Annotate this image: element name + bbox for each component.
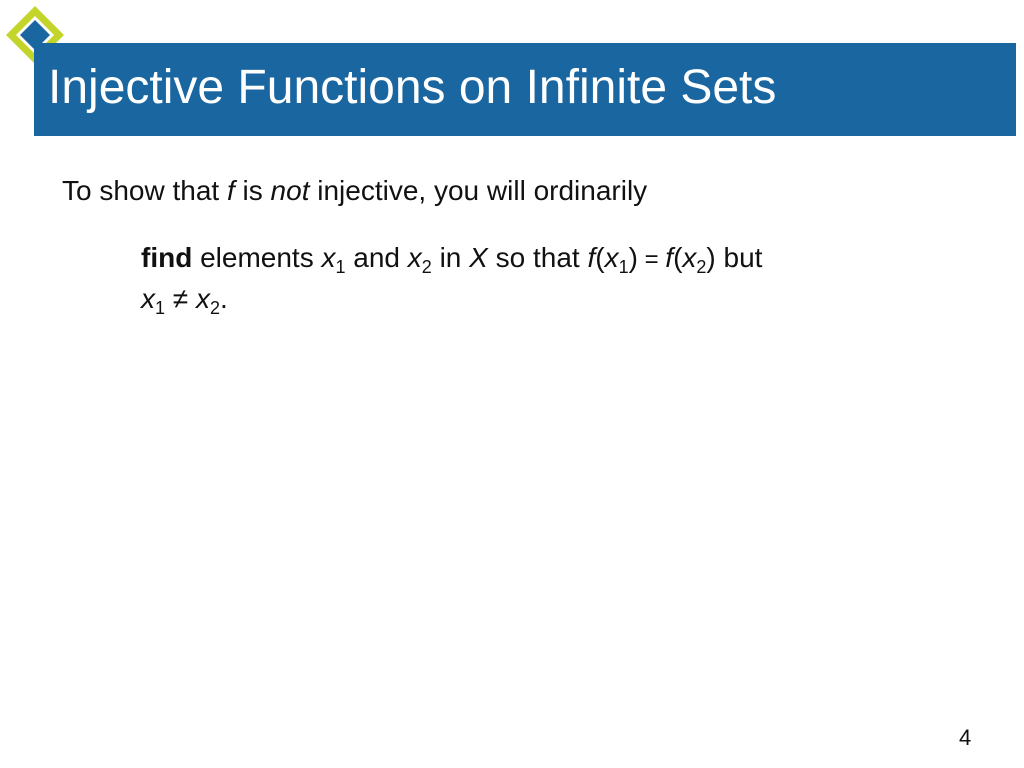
find-elements-text [141,238,762,318]
item-line-1: find elements $x_1$ and $x_2$ in X so that $f(x_1) = f(x_2)$ but [141,242,763,277]
intro-text: To show that f is not injective, you will ordinarily [62,175,648,206]
title-bar [34,43,1016,136]
page-number: 4 [959,725,972,750]
item-line-2: $x_1 \ne x_2$. [141,283,228,318]
slide-title: Injective Functions on Infinite Sets [48,61,777,114]
